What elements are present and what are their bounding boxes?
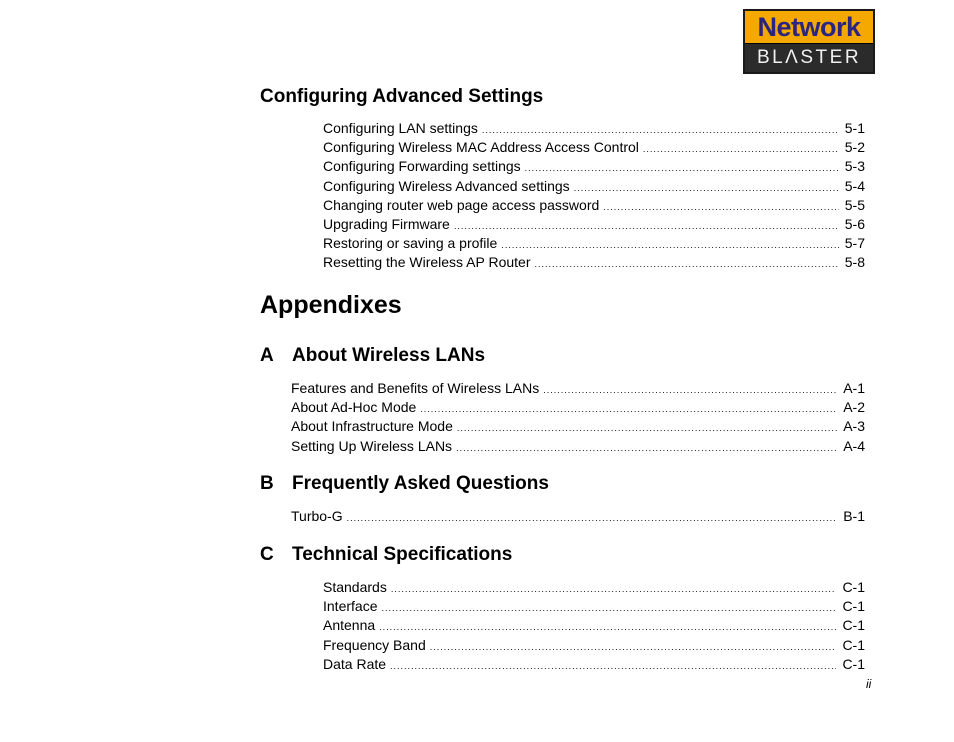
toc-list-appendix-b (291, 507, 865, 526)
toc-entry[interactable]: Configuring Wireless MAC Address Access Control ..... 5-2 (323, 138, 865, 157)
toc-entry[interactable]: Antenna ..... C-1 (323, 616, 865, 635)
toc-list-appendix-a (291, 379, 865, 456)
toc-entry[interactable]: Restoring or saving a profile ..... 5-7 (323, 234, 865, 253)
toc-entry[interactable]: Configuring Wireless Advanced settings ..... 5-4 (323, 177, 865, 196)
toc-entry[interactable]: Standards ..... C-1 (323, 578, 865, 597)
page-number: ii (866, 677, 872, 691)
toc-entry[interactable]: Frequency Band ..... C-1 (323, 636, 865, 655)
logo-network-text: Network (745, 11, 873, 44)
network-blaster-logo (743, 9, 875, 74)
toc-list-appendix-c (323, 578, 865, 674)
toc-entry[interactable]: About Ad-Hoc Mode ..... A-2 (291, 398, 865, 417)
appendix-c-letter: C (260, 544, 274, 565)
appendix-a-title: About Wireless LANs (292, 345, 486, 366)
toc-list-advanced-settings (323, 119, 865, 273)
appendix-b-title: Frequently Asked Questions (292, 473, 549, 494)
appendix-b-heading (260, 472, 549, 496)
appendix-c-heading (260, 543, 512, 567)
toc-entry[interactable]: Configuring Forwarding settings ..... 5-3 (323, 157, 865, 176)
toc-entry[interactable]: Changing router web page access password ..... 5-5 (323, 196, 865, 215)
appendix-b-letter: B (260, 473, 274, 494)
toc-entry[interactable]: Features and Benefits of Wireless LANs ..... A-1 (291, 379, 865, 398)
toc-entry[interactable]: Configuring LAN settings ..... 5-1 (323, 119, 865, 138)
toc-entry[interactable]: Interface ..... C-1 (323, 597, 865, 616)
toc-entry[interactable]: Setting Up Wireless LANs ..... A-4 (291, 437, 865, 456)
toc-entry[interactable]: Data Rate ..... C-1 (323, 655, 865, 674)
appendixes-heading: Appendixes (260, 291, 402, 319)
appendix-c-title: Technical Specifications (292, 544, 513, 565)
logo-blaster-text: BLΛSTER (745, 43, 873, 72)
toc-entry[interactable]: Upgrading Firmware ..... 5-6 (323, 215, 865, 234)
toc-entry[interactable]: Resetting the Wireless AP Router ..... 5-8 (323, 253, 865, 272)
appendix-a-letter: A (260, 345, 274, 366)
section-title-advanced-settings: Configuring Advanced Settings (260, 86, 544, 107)
appendix-a-heading (260, 344, 485, 368)
toc-entry[interactable]: About Infrastructure Mode ..... A-3 (291, 417, 865, 436)
toc-entry[interactable]: Turbo-G ..... B-1 (291, 507, 865, 526)
